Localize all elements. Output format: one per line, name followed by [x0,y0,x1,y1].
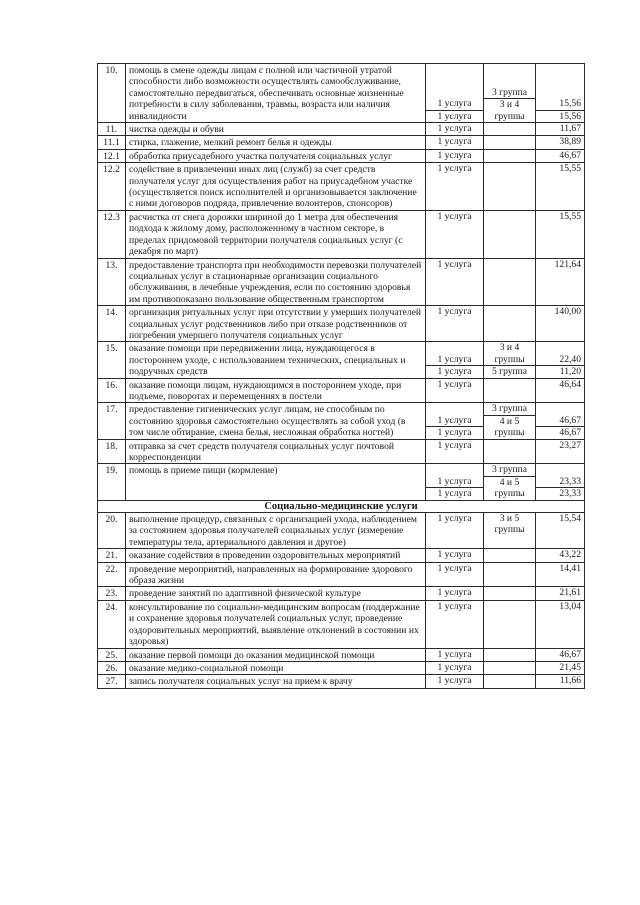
table-row [98,210,585,258]
row-number: 16. [98,378,126,403]
unit-cell [426,163,484,211]
unit-text: 1 услуга [437,427,472,439]
section-title: Социально-медицинские услуги [98,500,585,512]
table-row [98,378,585,403]
unit-text: 1 услуга [437,475,472,487]
price-text: 46,67 [559,414,581,426]
group-cell [484,258,536,306]
group-cell [484,403,536,439]
unit-text: 1 услуга [437,414,472,426]
price-text: 23,33 [559,488,581,500]
unit-text: 1 услуга [437,110,472,122]
service-description: предоставление гигиенических услуг лицам, не способным по состоянию здоровья самостоятельно осуществлять за собой уход (в том числе обтирание, смена белья, несложная обработка ногтей) [126,403,426,439]
group-cell [484,661,536,674]
price-cell [536,661,585,674]
table-row [98,562,585,587]
service-description: стирка, глажение, мелкий ремонт белья и одежды [126,136,426,149]
table-row [98,439,585,464]
row-number: 12.1 [98,149,126,162]
price-text: 46,64 [559,378,581,390]
price-text: 23,33 [559,475,581,487]
group-cell [484,549,536,562]
section-header-row [98,500,585,512]
price-cell [536,163,585,211]
price-text: 23,27 [559,439,581,451]
row-number: 11.1 [98,136,126,149]
unit-text: 1 услуга [437,306,472,318]
unit-cell [426,378,484,403]
price-text: 15,56 [559,110,581,122]
price-text: 46,67 [559,149,581,161]
price-text: 140,00 [554,306,581,318]
unit-text: 1 услуга [437,258,472,270]
unit-cell [426,306,484,342]
unit-text: 1 услуга [437,513,472,525]
price-text: 15,55 [559,210,581,222]
row-number: 11. [98,123,126,136]
price-text: 11,20 [559,366,581,378]
unit-cell [426,342,484,378]
row-number: 22. [98,562,126,587]
unit-cell [426,675,484,688]
group-cell [484,64,536,123]
service-description: оказание первой помощи до оказания медицинской помощи [126,648,426,661]
service-description: отправка за счет средств получателя социальных услуг почтовой корреспонденции [126,439,426,464]
table-row [98,513,585,549]
group-text: 3 группа [491,464,528,476]
price-cell [536,378,585,403]
group-cell [484,378,536,403]
price-cell [536,439,585,464]
unit-cell [426,403,484,439]
table-row [98,464,585,500]
price-text: 15,54 [559,513,581,525]
group-cell [484,648,536,661]
tariff-rows-part1 [98,64,585,501]
service-description: оказание медико-социальной помощи [126,661,426,674]
row-number: 20. [98,513,126,549]
group-cell [484,562,536,587]
unit-text: 1 услуга [437,366,472,378]
service-description: оказание содействия в проведении оздоровительных мероприятий [126,549,426,562]
group-text: 3 группа [491,86,528,98]
service-description: проведение мероприятий, направленных на формирование здорового образа жизни [126,562,426,587]
unit-text: 1 услуга [437,549,472,561]
table-row [98,342,585,378]
unit-cell [426,149,484,162]
tariff-rows-part2 [98,513,585,689]
table-row [98,648,585,661]
table-row [98,149,585,162]
table-row [98,64,585,123]
row-number: 26. [98,661,126,674]
unit-text: 1 услуга [437,648,472,660]
unit-text: 1 услуга [437,675,472,687]
price-text: 11,66 [559,675,581,687]
group-cell [484,675,536,688]
unit-text: 1 услуга [437,378,472,390]
unit-cell [426,600,484,648]
table-row [98,403,585,439]
table-row [98,136,585,149]
group-cell [484,513,536,549]
unit-cell [426,661,484,674]
group-text: 3 и 4 группы [494,99,525,122]
unit-text: 1 услуга [437,210,472,222]
group-cell [484,600,536,648]
price-cell [536,648,585,661]
unit-text: 1 услуга [437,439,472,451]
price-cell [536,675,585,688]
unit-text: 1 услуга [437,488,472,500]
service-description: расчистка от снега дорожки шириной до 1 метра для обеспечения подхода к жилому дому, расположенному в частном секторе, в пределах придомовой территории получателя социальных услуг (с декабря по март) [126,210,426,258]
group-cell [484,149,536,162]
price-cell [536,306,585,342]
service-description: выполнение процедур, связанных с организацией ухода, наблюдением за состоянием здоровья получателей социальных услуг (измерение температуры тела, артериального давления и другое) [126,513,426,549]
price-cell [536,464,585,500]
table-row [98,587,585,600]
table-row [98,258,585,306]
group-text: 4 и 5 группы [494,415,525,439]
group-text: 3 и 5 группы [494,513,525,536]
group-cell [484,464,536,500]
group-cell [484,306,536,342]
row-number: 19. [98,464,126,500]
unit-cell [426,258,484,306]
price-text: 15,55 [559,163,581,175]
price-text: 46,67 [559,648,581,660]
service-description: помощь в смене одежды лицам с полной или частичной утратой способности либо возможности осуществлять самообслуживание, самостоятельно передвигаться, обеспечивать основные жизненные потребности в силу заболевания, травмы, возраста или наличия инвалидности [126,64,426,123]
unit-text: 1 услуга [437,353,472,365]
service-description: помощь в приеме пищи (кормление) [126,464,426,500]
group-cell [484,163,536,211]
unit-cell [426,513,484,549]
table-row [98,600,585,648]
unit-cell [426,64,484,123]
price-text: 14,41 [559,562,581,574]
unit-text: 1 услуга [437,136,472,148]
row-number: 17. [98,403,126,439]
row-number: 13. [98,258,126,306]
service-description: оказание помощи при передвижении лица, нуждающегося в постороннем уходе, с использованием технических, специальных и подручных средств [126,342,426,378]
row-number: 10. [98,64,126,123]
service-description: чистка одежды и обуви [126,123,426,136]
unit-text: 1 услуга [437,562,472,574]
row-number: 23. [98,587,126,600]
unit-text: 1 услуга [437,600,472,612]
price-cell [536,149,585,162]
price-text: 46,67 [559,427,581,439]
price-cell [536,123,585,136]
unit-cell [426,439,484,464]
row-number: 12.3 [98,210,126,258]
price-cell [536,549,585,562]
unit-cell [426,210,484,258]
service-description: запись получателя социальных услуг на прием к врачу [126,675,426,688]
row-number: 15. [98,342,126,378]
service-description: содействие в привлечении иных лиц (служб) за счет средств получателя услуг для осуществления работ на приусадебном участке (осуществляется поиск исполнителей и организовывается заключение с ними договоров подряда, привлечение волонтеров, спонсоров) [126,163,426,211]
table-row [98,675,585,688]
price-cell [536,210,585,258]
price-cell [536,513,585,549]
row-number: 14. [98,306,126,342]
row-number: 25. [98,648,126,661]
unit-cell [426,562,484,587]
price-text: 22,40 [559,353,581,365]
table-row [98,123,585,136]
unit-cell [426,648,484,661]
price-text: 11,67 [559,123,581,135]
group-cell [484,210,536,258]
group-cell [484,123,536,136]
row-number: 12.2 [98,163,126,211]
group-text: 5 группа [491,366,528,378]
price-cell [536,600,585,648]
tariff-table [97,63,585,689]
price-text: 13,04 [559,600,581,612]
group-text: 3 и 4 группы [494,342,525,365]
service-description: организация ритуальных услуг при отсутствии у умерших получателей социальных услуг родственников либо при отказе родственников от погребения умершего получателя социальных услуг [126,306,426,342]
price-text: 15,56 [559,98,581,110]
group-cell [484,587,536,600]
price-cell [536,64,585,123]
row-number: 21. [98,549,126,562]
price-text: 43,22 [559,549,581,561]
group-text: 4 и 5 группы [494,476,525,500]
unit-cell [426,587,484,600]
unit-cell [426,549,484,562]
row-number: 24. [98,600,126,648]
price-text: 21,45 [559,661,581,673]
table-row [98,661,585,674]
group-text: 3 группа [491,403,528,415]
table-row [98,163,585,211]
service-description: обработка приусадебного участка получателя социальных услуг [126,149,426,162]
price-text: 38,89 [559,136,581,148]
unit-text: 1 услуга [437,98,472,110]
row-number: 27. [98,675,126,688]
price-cell [536,562,585,587]
service-description: оказание помощи лицам, нуждающимся в постороннем уходе, при подъеме, поворотах и перемещениях в постели [126,378,426,403]
unit-text: 1 услуга [437,149,472,161]
unit-cell [426,464,484,500]
unit-cell [426,136,484,149]
row-number: 18. [98,439,126,464]
price-cell [536,258,585,306]
unit-text: 1 услуга [437,123,472,135]
service-description: проведение занятий по адаптивной физической культуре [126,587,426,600]
unit-cell [426,123,484,136]
service-description: консультирование по социально-медицинским вопросам (поддержание и сохранение здоровья получателей социальных услуг, проведение оздоровительных мероприятий, выявление отклонений в состоянии их здоровья) [126,600,426,648]
group-cell [484,136,536,149]
table-row [98,549,585,562]
table-row [98,306,585,342]
unit-text: 1 услуга [437,163,472,175]
unit-text: 1 услуга [437,661,472,673]
price-text: 121,64 [554,258,581,270]
price-cell [536,403,585,439]
unit-text: 1 услуга [437,587,472,599]
price-cell [536,136,585,149]
group-cell [484,342,536,378]
service-description: предоставление транспорта при необходимости перевозки получателей социальных услуг в стационарные организации социального обслуживания, в лечебные учреждения, если по состоянию здоровья им противопоказано пользование общественным транспортом [126,258,426,306]
price-text: 21,61 [559,587,581,599]
price-cell [536,587,585,600]
group-cell [484,439,536,464]
price-cell [536,342,585,378]
